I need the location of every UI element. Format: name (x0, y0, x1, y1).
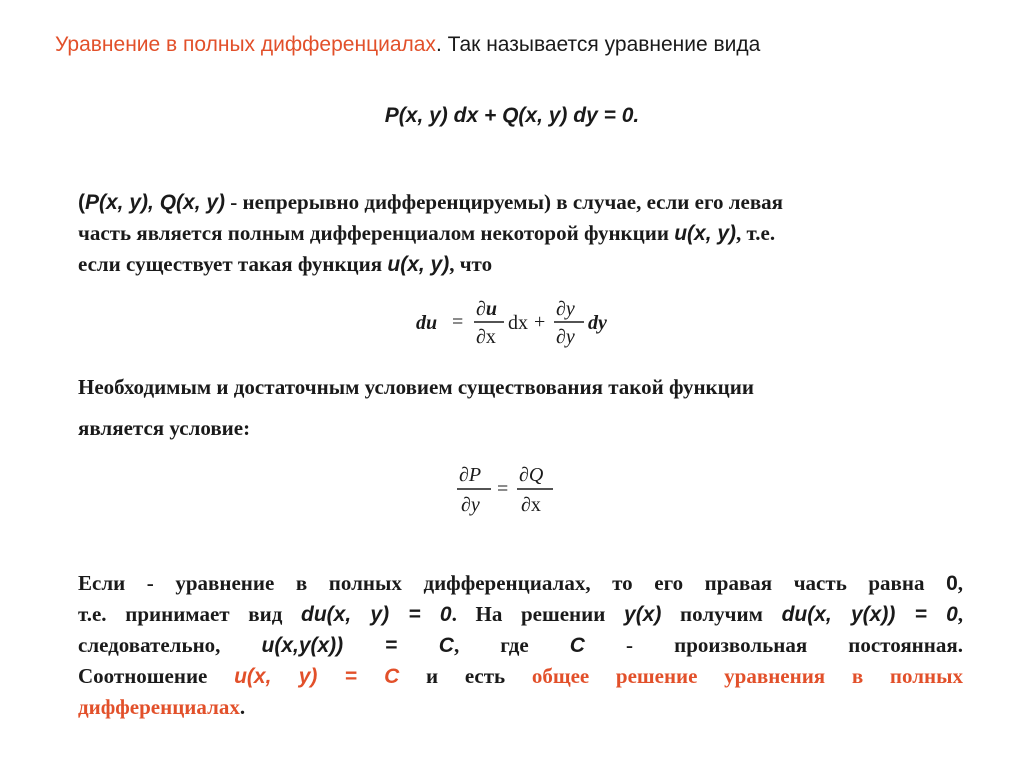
p3-line5: дифференциалах. (78, 695, 246, 719)
p3-line4: Соотношение u(x, y) = C и есть общее решение уравнения в полных (78, 664, 963, 688)
title-rest: . Так называется уравнение вида (435, 33, 761, 56)
f2-den1: ∂y (461, 494, 480, 516)
p1-line2: часть является полным дифференциалом некоторой функции u(x, y), т.е. (78, 221, 776, 245)
p3-line3: следовательно, u(x,y(x)) = C, где C - произвольная постоянная. (78, 633, 963, 657)
condition-line2: является условие: (78, 416, 251, 440)
formula-total-differential (414, 293, 614, 355)
p1-functions: P(x, y), Q(x, y) (85, 191, 226, 214)
f1-mid: dx (508, 312, 528, 334)
f1-num1: ∂u (476, 298, 498, 320)
formula-exactness-condition (455, 457, 565, 523)
condition-line1: Необходимым и достаточным условием существования такой функции (78, 375, 754, 399)
p1-line3: если существует такая функция u(x, y), что (78, 252, 493, 276)
f1-num2: ∂y (556, 298, 575, 320)
paragraph-general-solution (78, 568, 963, 723)
f2-num1: ∂P (459, 464, 482, 486)
f1-plus: + (534, 311, 546, 333)
p3-line1: Если - уравнение в полных дифференциалах, то его правая часть равна 0, (78, 571, 963, 595)
f2-num2: ∂Q (519, 464, 544, 486)
paragraph-definition (78, 187, 963, 280)
slide-title (55, 33, 760, 57)
general-solution-highlight: общее решение уравнения в полных (531, 664, 963, 688)
p3-line2: т.е. принимает вид du(x, y) = 0. На решении y(x) получим du(x, y(x)) = 0, (78, 602, 964, 626)
f1-den1: ∂x (476, 326, 496, 348)
title-highlight: Уравнение в полных дифференциалах (55, 33, 436, 56)
f2-den2: ∂x (521, 494, 541, 516)
main-equation: P(x, y) dx + Q(x, y) dy = 0. (384, 104, 640, 127)
f1-lhs: du (416, 312, 438, 334)
f2-eq: = (497, 478, 509, 500)
f1-end: dy (588, 312, 607, 334)
p1-line1: (P(x, y), Q(x, y) - непрерывно дифференцируемы) в случае, если его левая (78, 190, 784, 214)
f1-den2: ∂y (556, 326, 575, 348)
f1-eq: = (452, 311, 464, 333)
